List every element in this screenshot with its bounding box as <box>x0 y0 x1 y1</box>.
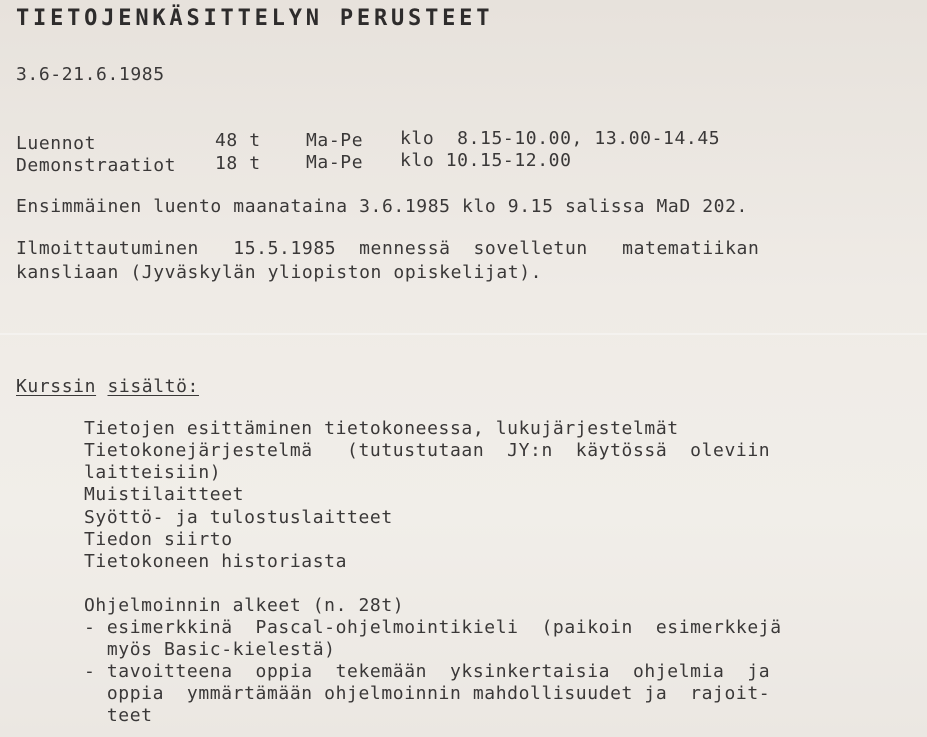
list-item: Tietojen esittäminen tietokoneessa, lukujärjestelmät <box>84 418 679 439</box>
list-item: Tiedon siirto <box>84 529 233 550</box>
registration-line-2: kansliaan (Jyväskylän yliopiston opiskelijat). <box>16 262 543 283</box>
bullet-line: - tavoitteena oppia tekemään yksinkertaisia ohjelmia ja <box>84 661 771 682</box>
paper-fold <box>0 333 927 335</box>
course-dates: 3.6-21.6.1985 <box>16 64 165 85</box>
document-title: TIETOJENKÄSITTELYN PERUSTEET <box>16 6 494 31</box>
registration-line-1: Ilmoittautuminen 15.5.1985 mennessä sovelletun matematiikan <box>16 238 760 259</box>
schedule-hours: 48 t <box>215 130 261 151</box>
bullet-line: oppia ymmärtämään ohjelmoinnin mahdollisuudet ja rajoit- <box>84 683 771 704</box>
list-item: laitteisiin) <box>84 462 222 483</box>
list-item: Tietokoneen historiasta <box>84 551 348 572</box>
schedule-time: klo 8.15-10.00, 13.00-14.45 <box>400 128 721 149</box>
schedule-time: klo 10.15-12.00 <box>400 150 572 171</box>
first-lecture-note: Ensimmäinen luento maanataina 3.6.1985 klo 9.15 salissa MaD 202. <box>16 196 748 217</box>
schedule-days: Ma-Pe <box>306 130 364 151</box>
content-heading <box>16 376 199 398</box>
content-heading-word2: sisältö: <box>107 376 199 397</box>
content-heading-word1: Kurssin <box>16 376 97 397</box>
schedule-hours: 18 t <box>215 153 261 174</box>
schedule-days: Ma-Pe <box>306 152 364 173</box>
schedule-label: Demonstraatiot <box>16 155 177 176</box>
programming-heading: Ohjelmoinnin alkeet (n. 28t) <box>84 595 405 616</box>
schedule-label: Luennot <box>16 133 97 154</box>
bullet-line: myös Basic-kielestä) <box>84 639 336 660</box>
bullet-line: - esimerkkinä Pascal-ohjelmointikieli (paikoin esimerkkejä <box>84 617 782 638</box>
bullet-line: teet <box>84 705 153 726</box>
list-item: Tietokonejärjestelmä (tutustutaan JY:n käytössä oleviin <box>84 440 771 461</box>
list-item: Muistilaitteet <box>84 484 245 505</box>
list-item: Syöttö- ja tulostuslaitteet <box>84 507 393 528</box>
